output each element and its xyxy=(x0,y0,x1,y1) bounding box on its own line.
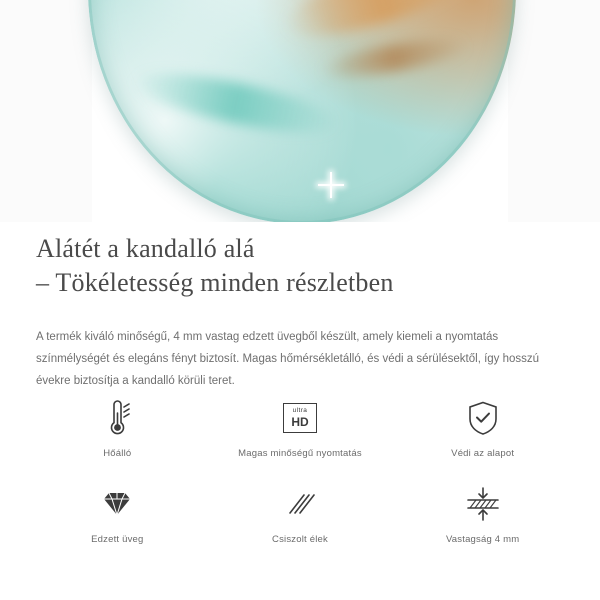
feature-label: Edzett üveg xyxy=(91,534,144,545)
thickness-arrows-icon xyxy=(461,484,505,524)
polished-edges-icon xyxy=(280,484,320,524)
feature-protects-surface xyxy=(391,398,574,466)
page-title xyxy=(36,232,564,300)
body-paragraph: A termék kiváló minőségű, 4 mm vastag edzett üvegből készült, amely kiemeli a nyomtatás színmélységét és elegáns fényt biztosít. Magas hőmérsékletálló, és védi a sérülésektől, így hosszú évekre biztosítja a kandalló körüli teret. xyxy=(36,331,540,387)
ultra-hd-badge-top: ultra xyxy=(292,407,308,415)
feature-label: Hőálló xyxy=(103,448,132,459)
feature-polished-edges xyxy=(209,484,392,552)
feature-thickness xyxy=(391,484,574,552)
headline-line-2: – Tökéletesség minden részletben xyxy=(36,268,394,297)
feature-grid xyxy=(26,398,574,552)
feature-heat-resistant xyxy=(26,398,209,466)
feature-label: Vastagság 4 mm xyxy=(445,534,520,545)
feature-label: Csiszolt élek xyxy=(272,534,328,545)
feature-label: Magas minőségű nyomtatás xyxy=(238,448,362,459)
mat-gold-streak-2 xyxy=(318,33,470,85)
feature-label: Védi az alapot xyxy=(451,448,515,459)
mat-gold-streak-1 xyxy=(277,0,483,52)
round-glass-mat-product-image xyxy=(88,0,516,222)
ultra-hd-badge-bottom: HD xyxy=(291,414,309,429)
hero-left-margin xyxy=(0,0,92,222)
diamond-icon xyxy=(98,484,136,524)
hero-image xyxy=(0,0,600,222)
headline-line-1: Alátét a kandalló alá xyxy=(36,234,255,263)
hero-right-margin xyxy=(508,0,600,222)
ultra-hd-icon xyxy=(283,398,317,438)
thermometer-icon xyxy=(100,398,134,438)
mat-teal-streak xyxy=(129,62,343,145)
shield-check-icon xyxy=(466,398,500,438)
text-block xyxy=(36,232,564,392)
feature-tempered-glass xyxy=(26,484,209,552)
feature-print-quality xyxy=(209,398,392,466)
